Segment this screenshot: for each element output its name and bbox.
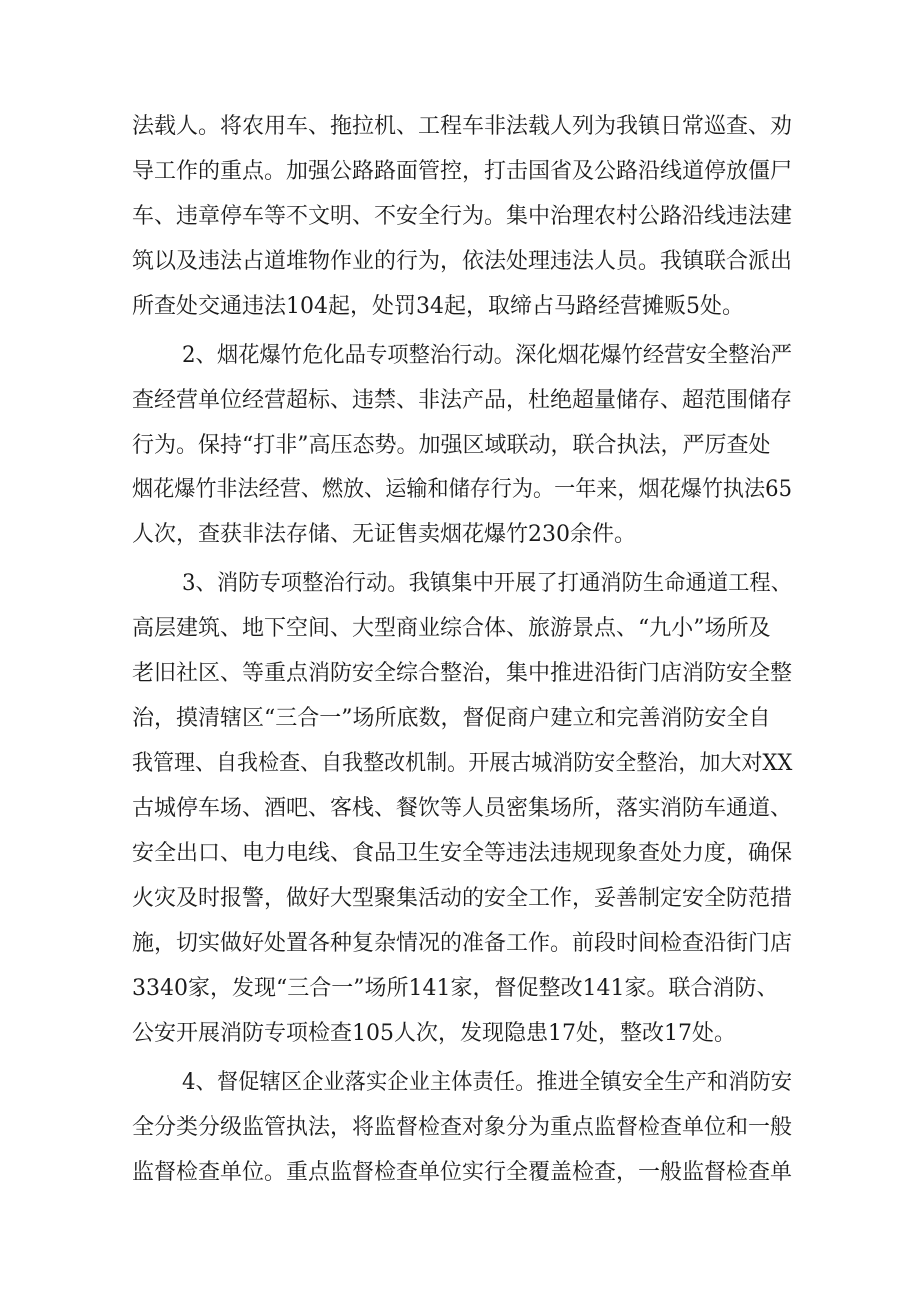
text-line: 行为。保持“打非”高压态势。加强区域联动，联合执法，严厉查处 [132, 433, 771, 458]
text-line: 施，切实做好处置各种复杂情况的准备工作。前段时间检查沿街门店 [132, 931, 793, 956]
text-line: 所查处交通违法104起，处罚34起，取缔占马路经营摊贩5处。 [132, 294, 744, 319]
text-line: 2、烟花爆竹危化品专项整治行动。深化烟花爆竹经营安全整治严 [182, 343, 793, 368]
text-line: 查经营单位经营超标、违禁、非法产品，杜绝超量储存、超范围储存 [132, 388, 793, 413]
text-line: 法载人。将农用车、拖拉机、工程车非法载人列为我镇日常巡查、劝 [132, 114, 793, 139]
text-line: 烟花爆竹非法经营、燃放、运输和储存行为。一年来，烟花爆竹执法65 [132, 477, 792, 502]
text-line: 我管理、自我检查、自我整改机制。开展古城消防安全整治，加大对XX [132, 751, 793, 776]
text-line: 3、消防专项整治行动。我镇集中开展了打通消防生命通道工程、 [182, 571, 793, 596]
text-line: 导工作的重点。加强公路路面管控，打击国省及公路沿线道停放僵尸 [132, 159, 793, 184]
text-line: 治，摸清辖区“三合一”场所底数，督促商户建立和完善消防安全自 [132, 706, 771, 731]
text-line: 监督检查单位。重点监督检查单位实行全覆盖检查，一般监督检查单 [132, 1160, 793, 1185]
text-line: 4、督促辖区企业落实企业主体责任。推进全镇安全生产和消防安 [182, 1070, 793, 1095]
text-line: 筑以及违法占道堆物作业的行为，依法处理违法人员。我镇联合派出 [132, 249, 793, 274]
text-line: 安全出口、电力电线、食品卫生安全等违法违规现象查处力度，确保 [132, 841, 793, 866]
text-line: 全分类分级监管执法，将监督检查对象分为重点监督检查单位和一般 [132, 1115, 793, 1140]
text-line: 火灾及时报警，做好大型聚集活动的安全工作，妥善制定安全防范措 [132, 886, 793, 911]
text-line: 老旧社区、等重点消防安全综合整治，集中推进沿街门店消防安全整 [132, 661, 793, 686]
text-line: 古城停车场、酒吧、客栈、餐饮等人员密集场所，落实消防车通道、 [132, 796, 793, 821]
text-line: 人次，查获非法存储、无证售卖烟花爆竹230余件。 [132, 522, 636, 547]
text-line: 公安开展消防专项检查105人次，发现隐患17处，整改17处。 [132, 1021, 736, 1046]
text-line: 高层建筑、地下空间、大型商业综合体、旅游景点、“九小”场所及 [132, 616, 771, 641]
text-line: 3340家，发现“三合一”场所141家，督促整改141家。联合消防、 [132, 976, 779, 1001]
text-line: 车、违章停车等不文明、不安全行为。集中治理农村公路沿线违法建 [132, 204, 793, 229]
